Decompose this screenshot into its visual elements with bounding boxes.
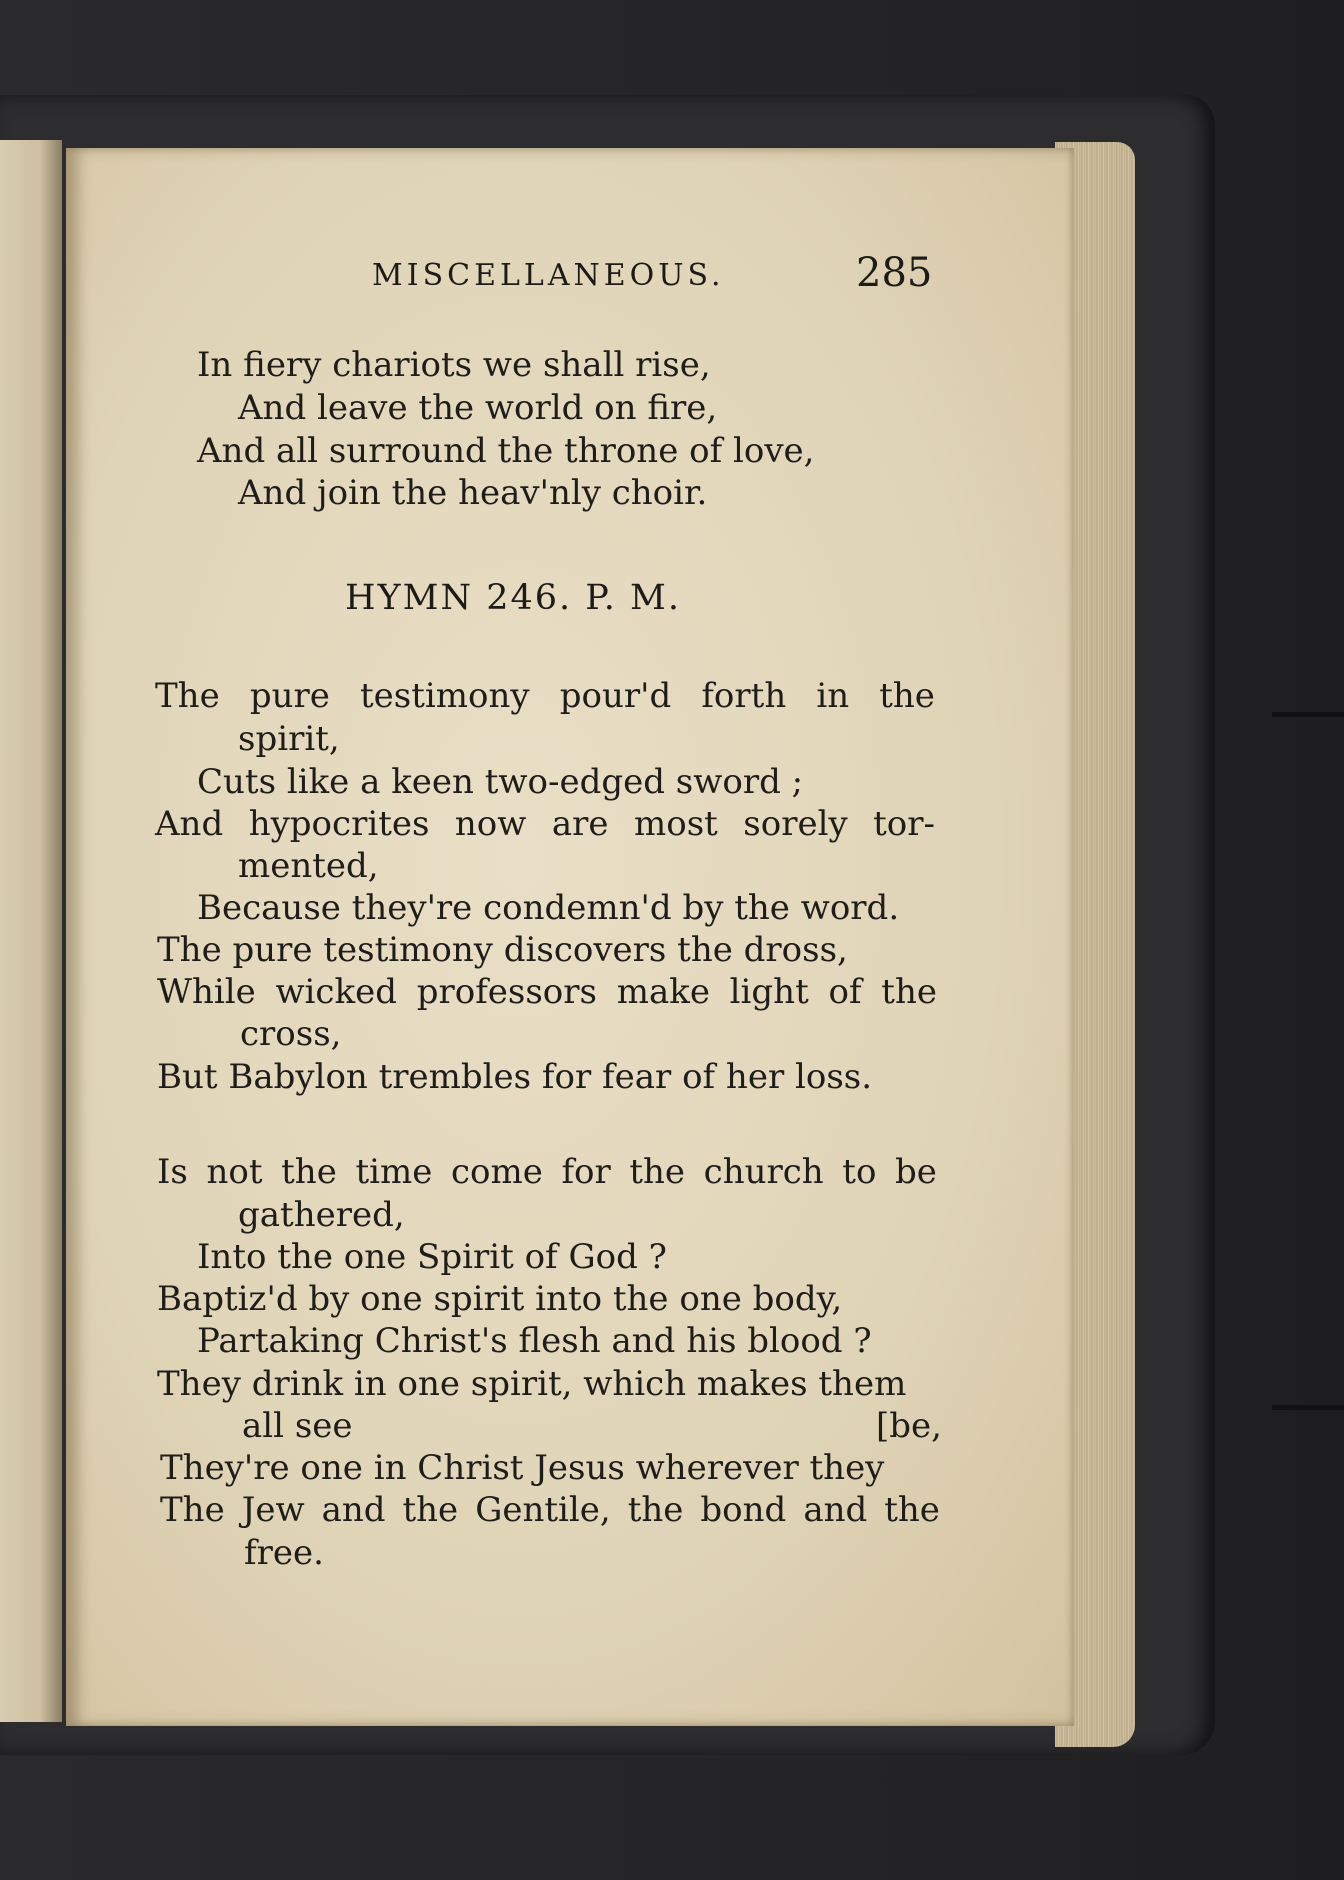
word: Jew <box>241 1490 305 1530</box>
verse-line: They drink in one spirit, which makes them <box>157 1364 907 1404</box>
verse-line: free. <box>244 1533 324 1573</box>
verse-line: But Babylon trembles for fear of her loss. <box>157 1057 873 1097</box>
word: for <box>561 1152 611 1192</box>
background-strip <box>1272 1405 1344 1410</box>
verse-line: cross, <box>240 1014 342 1054</box>
verse-line: And all surround the throne of love, <box>197 431 815 471</box>
word: most <box>633 804 718 844</box>
word: the <box>879 676 935 716</box>
word: While <box>157 972 256 1012</box>
verse-line: The pure testimony discovers the dross, <box>157 930 848 970</box>
word: are <box>551 804 609 844</box>
word: bond <box>700 1490 787 1530</box>
word: not <box>206 1152 263 1192</box>
word: be <box>895 1152 937 1192</box>
verse-line: In fiery chariots we shall rise, <box>197 345 711 385</box>
word: testimony <box>360 676 530 716</box>
word: the <box>629 1152 686 1192</box>
verse-line-justified <box>157 1152 937 1192</box>
word: and <box>803 1490 868 1530</box>
word: come <box>450 1152 543 1192</box>
verse-line: And join the heav'nly choir. <box>238 473 708 513</box>
word: the <box>881 972 937 1012</box>
word: The <box>160 1490 225 1530</box>
word: pour'd <box>559 676 672 716</box>
verse-line: Because they're condemn'd by the word. <box>197 888 900 928</box>
word: to <box>842 1152 877 1192</box>
word: hypocrites <box>248 804 430 844</box>
word: wicked <box>275 972 397 1012</box>
word: the <box>884 1490 940 1530</box>
word: pure <box>249 676 330 716</box>
word: the <box>402 1490 459 1530</box>
verse-line: all see <box>242 1406 353 1446</box>
word: and <box>321 1490 386 1530</box>
verse-line: gathered, <box>238 1195 405 1235</box>
verse-line: Into the one Spirit of God ? <box>197 1237 667 1277</box>
hymn-title: HYMN 246. P. M. <box>345 578 681 618</box>
page-number: 285 <box>856 250 933 296</box>
word: sorely <box>743 804 848 844</box>
word: The <box>155 676 220 716</box>
word: time <box>355 1152 433 1192</box>
verse-line: Baptiz'd by one spirit into the one body, <box>157 1279 843 1319</box>
verse-line: They're one in Christ Jesus wherever they <box>160 1448 885 1488</box>
word: make <box>616 972 710 1012</box>
word: professors <box>416 972 597 1012</box>
verse-line-justified <box>157 972 937 1012</box>
verse-line: And leave the world on fire, <box>238 388 718 428</box>
word: the <box>627 1490 684 1530</box>
word: of <box>828 972 862 1012</box>
verse-line: spirit, <box>238 719 340 759</box>
word: now <box>454 804 527 844</box>
word: tor- <box>873 804 935 844</box>
verse-line: Cuts like a keen two-edged sword ; <box>197 762 804 802</box>
word: Is <box>157 1152 188 1192</box>
word: in <box>816 676 850 716</box>
word: Gentile, <box>475 1490 611 1530</box>
word: church <box>703 1152 824 1192</box>
word: light <box>729 972 809 1012</box>
running-header: MISCELLANEOUS. <box>372 258 725 293</box>
verse-line-justified <box>155 804 935 844</box>
word: the <box>281 1152 337 1192</box>
word: And <box>155 804 224 844</box>
verse-line-justified <box>160 1490 940 1530</box>
verse-line-justified <box>155 676 935 716</box>
word: forth <box>701 676 787 716</box>
left-page <box>0 140 62 1722</box>
verse-line: mented, <box>238 846 379 886</box>
verse-line-turnover: [be, <box>876 1406 942 1446</box>
verse-line: Partaking Christ's flesh and his blood ? <box>197 1321 872 1361</box>
background-strip <box>1272 712 1344 717</box>
